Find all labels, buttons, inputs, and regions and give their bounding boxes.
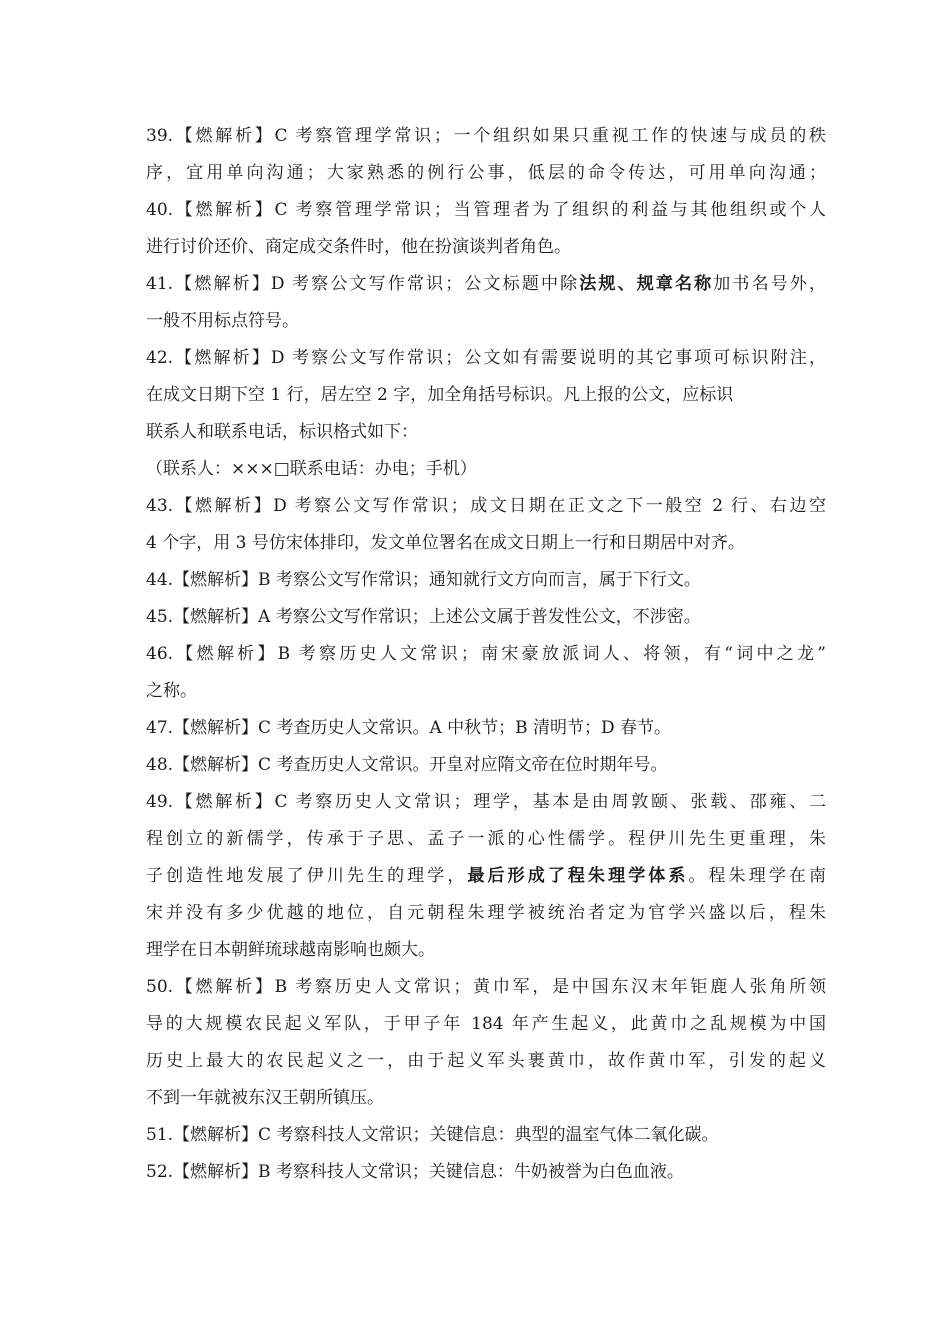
answer-51-line-1: 51.【燃解析】C 考察科技人文常识；关键信息：典型的温室气体二氧化碳。 (146, 1125, 719, 1145)
answer-48-line-1: 48.【燃解析】C 考查历史人文常识。开皇对应隋文帝在位时期年号。 (146, 755, 668, 775)
answer-42-line-1: 42.【燃解析】D 考察公文写作常识；公文如有需要说明的其它事项可标识附注， (146, 348, 826, 368)
answer-50-line-4: 不到一年就被东汉王朝所镇压。 (146, 1088, 384, 1108)
answer-49-text-end: 。程朱理学在南 (688, 866, 827, 886)
answer-43-line-2: 4 个字，用 3 号仿宋体排印，发文单位署名在成文日期上一行和日期居中对齐。 (146, 533, 745, 553)
answer-44-line-1: 44.【燃解析】B 考察公文写作常识；通知就行文方向而言，属于下行文。 (146, 570, 701, 590)
answer-43-line-1: 43.【燃解析】D 考察公文写作常识；成文日期在正文之下一般空 2 行、右边空 (146, 496, 826, 516)
answer-46-line-1: 46.【燃解析】B 考察历史人文常识；南宋豪放派词人、将领，有“词中之龙” (146, 644, 826, 664)
answer-41-line-1 (146, 266, 826, 303)
answer-39-line-2: 序，宜用单向沟通；大家熟悉的例行公事，低层的命令传达，可用单向沟通； (146, 163, 826, 183)
answer-50-line-3: 历史上最大的农民起义之一，由于起义军头裹黄巾，故作黄巾军，引发的起义 (146, 1051, 826, 1071)
answer-41-text-end: 加书名号外， (713, 274, 827, 294)
answer-49-text: 子创造性地发展了伊川先生的理学， (146, 866, 468, 886)
answer-50-line-1: 50.【燃解析】B 考察历史人文常识；黄巾军，是中国东汉末年钜鹿人张角所领 (146, 977, 826, 997)
answer-42-line-2: 在成文日期下空 1 行，居左空 2 字，加全角括号标识。凡上报的公文，应标识 (146, 385, 734, 405)
answer-50-line-2: 导的大规模农民起义军队，于甲子年 184 年产生起义，此黄巾之乱规模为中国 (146, 1014, 826, 1034)
answer-41-text: 41.【燃解析】D 考察公文写作常识；公文标题中除 (146, 274, 580, 294)
answer-41-line-2: 一般不用标点符号。 (146, 311, 299, 331)
answer-49-line-2: 程创立的新儒学，传承于子思、孟子一派的心性儒学。程伊川先生更重理，朱 (146, 829, 826, 849)
answer-49-line-3 (146, 858, 826, 895)
answer-49-bold-text: 最后形成了程朱理学体系 (467, 866, 689, 886)
answer-42-line-4: （联系人：×××□联系电话：办电；手机） (146, 459, 477, 479)
answer-40-line-1: 40.【燃解析】C 考察管理学常识；当管理者为了组织的利益与其他组织或个人 (146, 200, 826, 220)
document-page (146, 118, 826, 1191)
answer-49-line-4: 宋并没有多少优越的地位，自元朝程朱理学被统治者定为官学兴盛以后，程朱 (146, 903, 826, 923)
answer-49-line-5: 理学在日本朝鲜琉球越南影响也颇大。 (146, 940, 435, 960)
answer-42-line-3: 联系人和联系电话，标识格式如下： (146, 422, 418, 442)
answer-52-line-1: 52.【燃解析】B 考察科技人文常识；关键信息：牛奶被誉为白色血液。 (146, 1162, 684, 1182)
answer-49-line-1: 49.【燃解析】C 考察历史人文常识；理学，基本是由周敦颐、张载、邵雍、二 (146, 792, 826, 812)
answer-46-line-2: 之称。 (146, 681, 197, 701)
answer-40-line-2: 进行讨价还价、商定成交条件时，他在扮演谈判者角色。 (146, 237, 571, 257)
answer-39-line-1: 39.【燃解析】C 考察管理学常识；一个组织如果只重视工作的快速与成员的秩 (146, 126, 826, 146)
answer-41-bold-text: 法规、规章名称 (579, 274, 714, 294)
answer-45-line-1: 45.【燃解析】A 考察公文写作常识；上述公文属于普发性公文，不涉密。 (146, 607, 701, 627)
answer-47-line-1: 47.【燃解析】C 考查历史人文常识。A 中秋节；B 清明节；D 春节。 (146, 718, 672, 738)
